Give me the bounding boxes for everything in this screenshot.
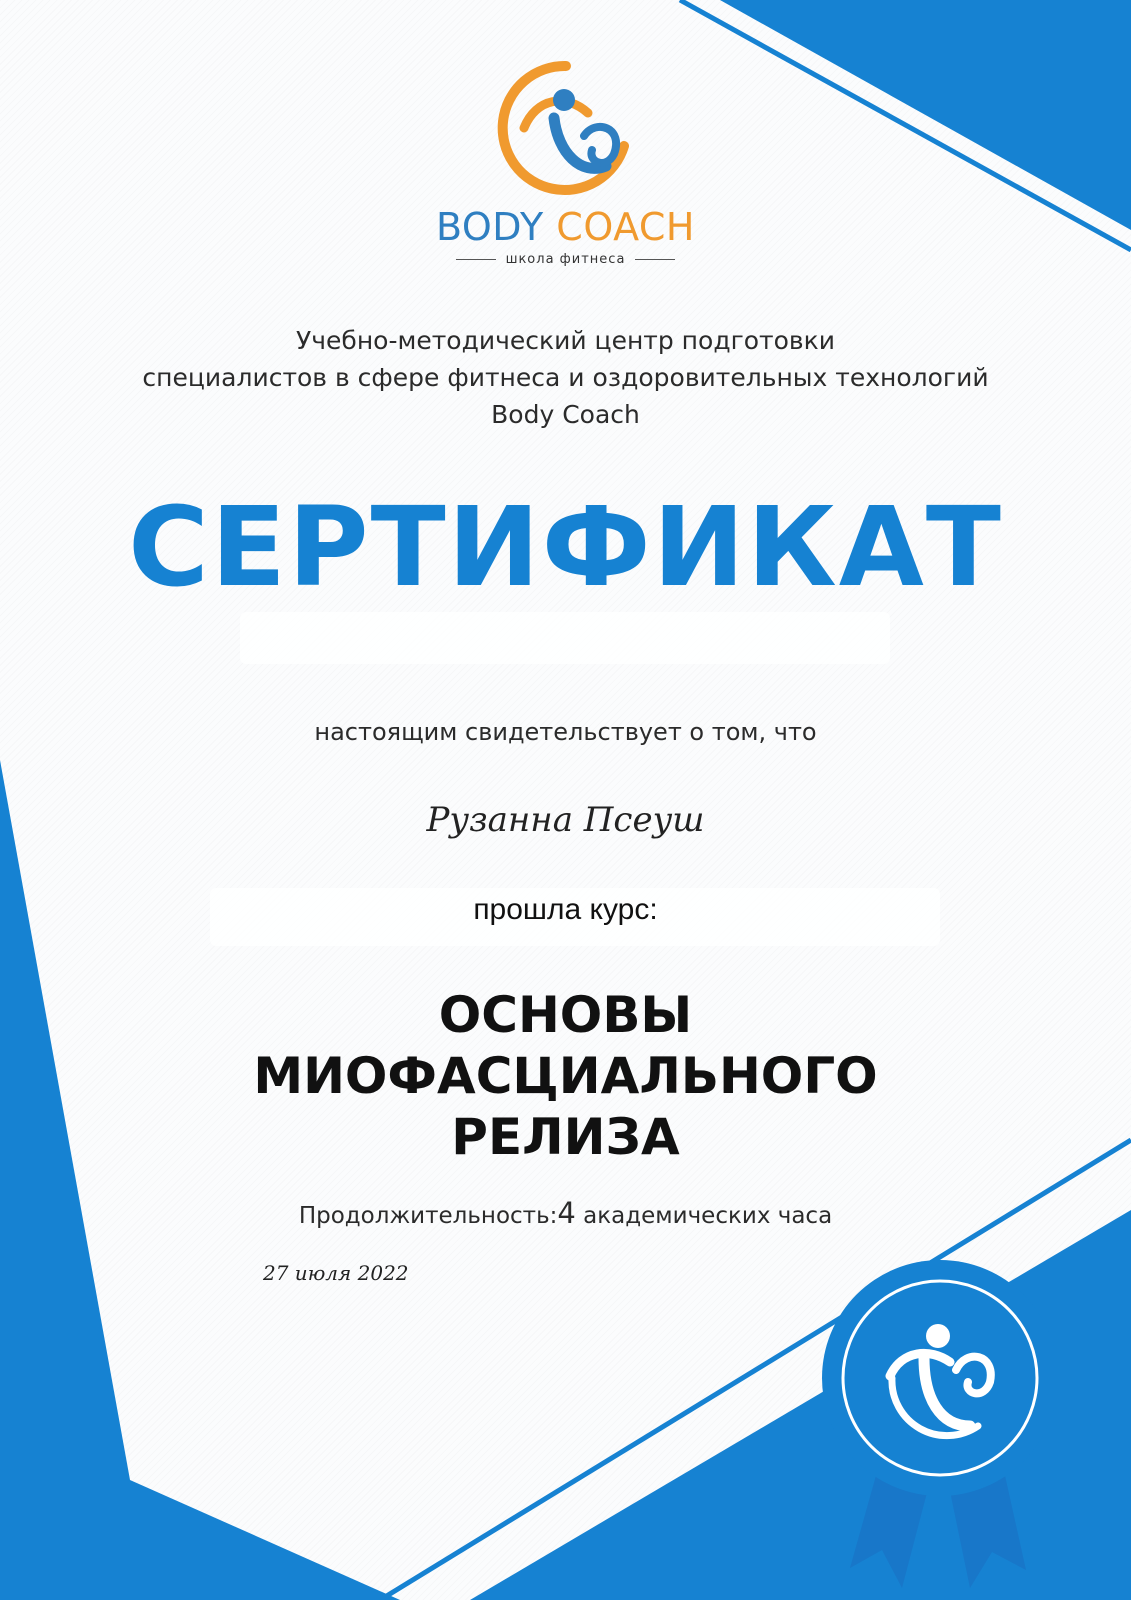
seal-figure-head (926, 1324, 950, 1348)
issue-date: 27 июля 2022 (263, 1261, 409, 1285)
course-title-line: РЕЛИЗА (451, 1108, 680, 1166)
duration-value: 4 (557, 1196, 576, 1230)
brand-name (0, 205, 1131, 249)
faded-text-box (240, 612, 890, 664)
seal-center (848, 1286, 1032, 1470)
course-duration (0, 1196, 1131, 1230)
duration-unit: академических часа (583, 1203, 833, 1229)
fitness-figure-icon (496, 58, 636, 198)
left-band (0, 760, 400, 1600)
brand-logo (0, 58, 1131, 202)
award-seal-icon (820, 1258, 1060, 1598)
organization-line: специалистов в сфере фитнеса и оздоровительных технологий (142, 363, 989, 392)
organization-line: Учебно-методический центр подготовки (296, 326, 835, 355)
certificate-title: СЕРТИФИКАТ (128, 483, 1003, 611)
attest-text: настоящим свидетельствует о том, что (314, 718, 817, 746)
brand-word-coach: COACH (556, 205, 696, 249)
course-title (0, 985, 1131, 1168)
brand-tagline: школа фитнеса (0, 252, 1131, 267)
course-title-line: ОСНОВЫ (438, 986, 693, 1044)
recipient-name: Рузанна Псеуш (426, 800, 705, 840)
duration-label: Продолжительность: (298, 1203, 558, 1229)
organization-name (60, 322, 1071, 433)
completed-course-label: прошла курс: (473, 893, 658, 926)
organization-line: Body Coach (491, 400, 640, 429)
course-title-line: МИОФАСЦИАЛЬНОГО (253, 1047, 878, 1105)
brand-word-body: BODY (435, 205, 544, 249)
